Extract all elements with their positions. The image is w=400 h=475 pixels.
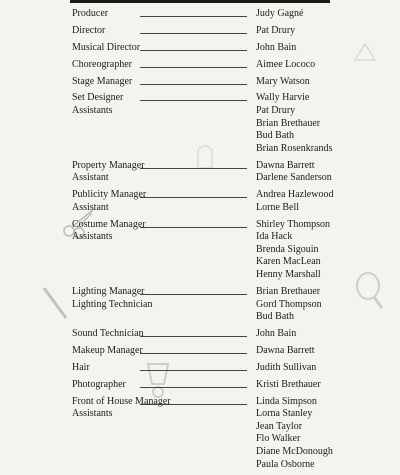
credit-row <box>0 459 400 472</box>
person-name: Gord Thompson <box>256 298 322 310</box>
role-label: Choreographer <box>72 58 132 70</box>
credit-row <box>0 286 400 299</box>
credit-row <box>0 25 400 38</box>
leader-line <box>140 387 247 388</box>
subrole-label: Assistants <box>72 105 113 117</box>
leader-line <box>140 16 247 17</box>
person-name: Wally Harvie <box>256 92 310 104</box>
person-name: Pat Drury <box>256 24 296 36</box>
credit-row <box>0 269 400 282</box>
role-label: Costume Manager <box>72 218 146 230</box>
credit-row <box>0 345 400 358</box>
person-name: Darlene Sanderson <box>256 172 332 184</box>
credit-row <box>0 311 400 324</box>
leader-line <box>140 294 247 295</box>
credit-row <box>0 130 400 143</box>
person-name: Brenda Sigouin <box>256 243 319 255</box>
leader-line <box>140 370 247 371</box>
credit-row <box>0 421 400 434</box>
role-label: Director <box>72 24 106 36</box>
role-label: Property Manager <box>72 159 145 171</box>
leader-line <box>140 84 247 85</box>
person-name: Bud Bath <box>256 311 295 323</box>
role-label: Photographer <box>72 378 126 390</box>
person-name: Judy Gagné <box>256 8 304 19</box>
leader-line <box>140 227 247 228</box>
role-label: Stage Manager <box>72 75 133 87</box>
credit-row <box>0 231 400 244</box>
person-name: John Bain <box>256 328 297 340</box>
credit-row <box>0 256 400 269</box>
top-rule <box>70 0 330 3</box>
credit-row <box>0 76 400 89</box>
credit-row <box>0 299 400 312</box>
credit-row <box>0 202 400 215</box>
role-label: Set Designer <box>72 92 124 104</box>
person-name: Shirley Thompson <box>256 218 330 230</box>
role-label: Hair <box>72 361 90 373</box>
leader-line <box>140 168 247 169</box>
person-name: Bud Bath <box>256 130 295 142</box>
credit-row <box>0 118 400 131</box>
person-name: Mary Watson <box>256 75 310 87</box>
leader-line <box>140 336 247 337</box>
role-label: Producer <box>72 8 109 19</box>
credit-row <box>0 189 400 202</box>
person-name: Ida Hack <box>256 231 293 243</box>
leader-line <box>140 353 247 354</box>
subrole-label: Assistant <box>72 201 109 213</box>
person-name: Paula Osborne <box>256 458 315 470</box>
credit-row <box>0 446 400 459</box>
credit-row <box>0 244 400 257</box>
credit-row <box>0 219 400 232</box>
subrole-label: Assistant <box>72 172 109 184</box>
credit-row <box>0 42 400 55</box>
role-label: Front of House Manager <box>72 395 171 407</box>
credit-row <box>0 105 400 118</box>
leader-line <box>140 33 247 34</box>
credit-row <box>0 172 400 185</box>
person-name: Kristi Brethauer <box>256 378 321 390</box>
credit-row <box>0 328 400 341</box>
person-name: Jean Taylor <box>256 420 303 432</box>
credit-row <box>0 143 400 156</box>
leader-line <box>140 50 247 51</box>
person-name: Brian Brethauer <box>256 117 321 129</box>
section-gap <box>0 471 400 475</box>
role-label: Publicity Manager <box>72 189 147 201</box>
credit-row <box>0 59 400 72</box>
subrole-label: Assistants <box>72 408 113 420</box>
person-name: Henny Marshall <box>256 269 321 281</box>
credit-row <box>0 396 400 409</box>
person-name: Dawna Barrett <box>256 344 315 356</box>
person-name: Flo Walker <box>256 433 301 445</box>
person-name: Lorne Bell <box>256 201 300 213</box>
credit-row <box>0 362 400 375</box>
leader-line <box>140 67 247 68</box>
leader-line <box>140 197 247 198</box>
person-name: Aimee Lococo <box>256 58 316 70</box>
person-name: Dawna Barrett <box>256 159 315 171</box>
credit-row <box>0 408 400 421</box>
credit-row <box>0 160 400 173</box>
role-label: Lighting Manager <box>72 285 145 297</box>
credit-row <box>0 92 400 105</box>
leader-line <box>140 100 247 101</box>
role-label: Makeup Manager <box>72 344 143 356</box>
person-name: Karen MacLean <box>256 256 321 268</box>
person-name: Linda Simpson <box>256 395 317 407</box>
subrole-label: Assistants <box>72 231 113 243</box>
leader-line <box>140 404 247 405</box>
subrole-label: Lighting Technician <box>72 298 153 310</box>
person-name: Brian Rosenkrands <box>256 142 333 154</box>
person-name: Andrea Hazlewood <box>256 189 334 201</box>
role-label: Sound Technician <box>72 328 144 340</box>
person-name: Diane McDonough <box>256 445 333 457</box>
credit-row <box>0 379 400 392</box>
person-name: Brian Brethauer <box>256 285 321 297</box>
credit-row <box>0 433 400 446</box>
person-name: John Bain <box>256 41 297 53</box>
person-name: Lorna Stanley <box>256 408 313 420</box>
credit-row <box>0 8 400 21</box>
person-name: Pat Drury <box>256 105 296 117</box>
person-name: Judith Sullivan <box>256 361 317 373</box>
credits-list <box>0 8 400 475</box>
role-label: Musical Director <box>72 41 141 53</box>
